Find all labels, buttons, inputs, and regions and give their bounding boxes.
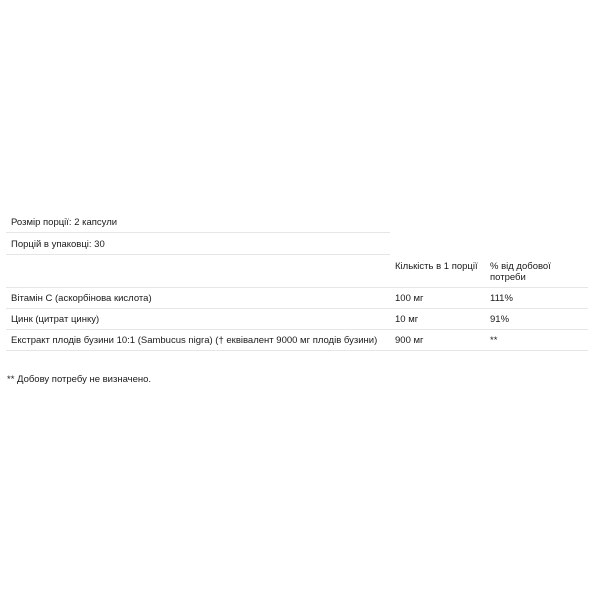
- table-row: [6, 288, 588, 309]
- supplement-facts: [6, 211, 588, 351]
- ingredient-amount: 900 мг: [390, 330, 485, 351]
- serving-size: Розмір порції: 2 капсули: [6, 211, 390, 233]
- footnote: ** Добову потребу не визначено.: [7, 374, 152, 385]
- header-amount: Кількість в 1 порції: [390, 255, 485, 288]
- ingredient-name: Вітамін С (аскорбінова кислота): [6, 288, 390, 309]
- ingredient-name: Екстракт плодів бузини 10:1 (Sambucus nigra) († еквівалент 9000 мг плодів бузини): [6, 330, 390, 351]
- ingredient-daily-value: **: [485, 330, 588, 351]
- ingredient-amount: 10 мг: [390, 309, 485, 330]
- ingredient-name: Цинк (цитрат цинку): [6, 309, 390, 330]
- header-daily-value: % від добової потреби: [485, 255, 588, 288]
- nutrition-table: [6, 255, 588, 351]
- ingredient-daily-value: 91%: [485, 309, 588, 330]
- table-row: [6, 309, 588, 330]
- ingredient-daily-value: 111%: [485, 288, 588, 309]
- ingredient-amount: 100 мг: [390, 288, 485, 309]
- table-header-row: [6, 255, 588, 288]
- header-ingredient: [6, 255, 390, 288]
- table-row: [6, 330, 588, 351]
- servings-per-container: Порцій в упаковці: 30: [6, 233, 390, 255]
